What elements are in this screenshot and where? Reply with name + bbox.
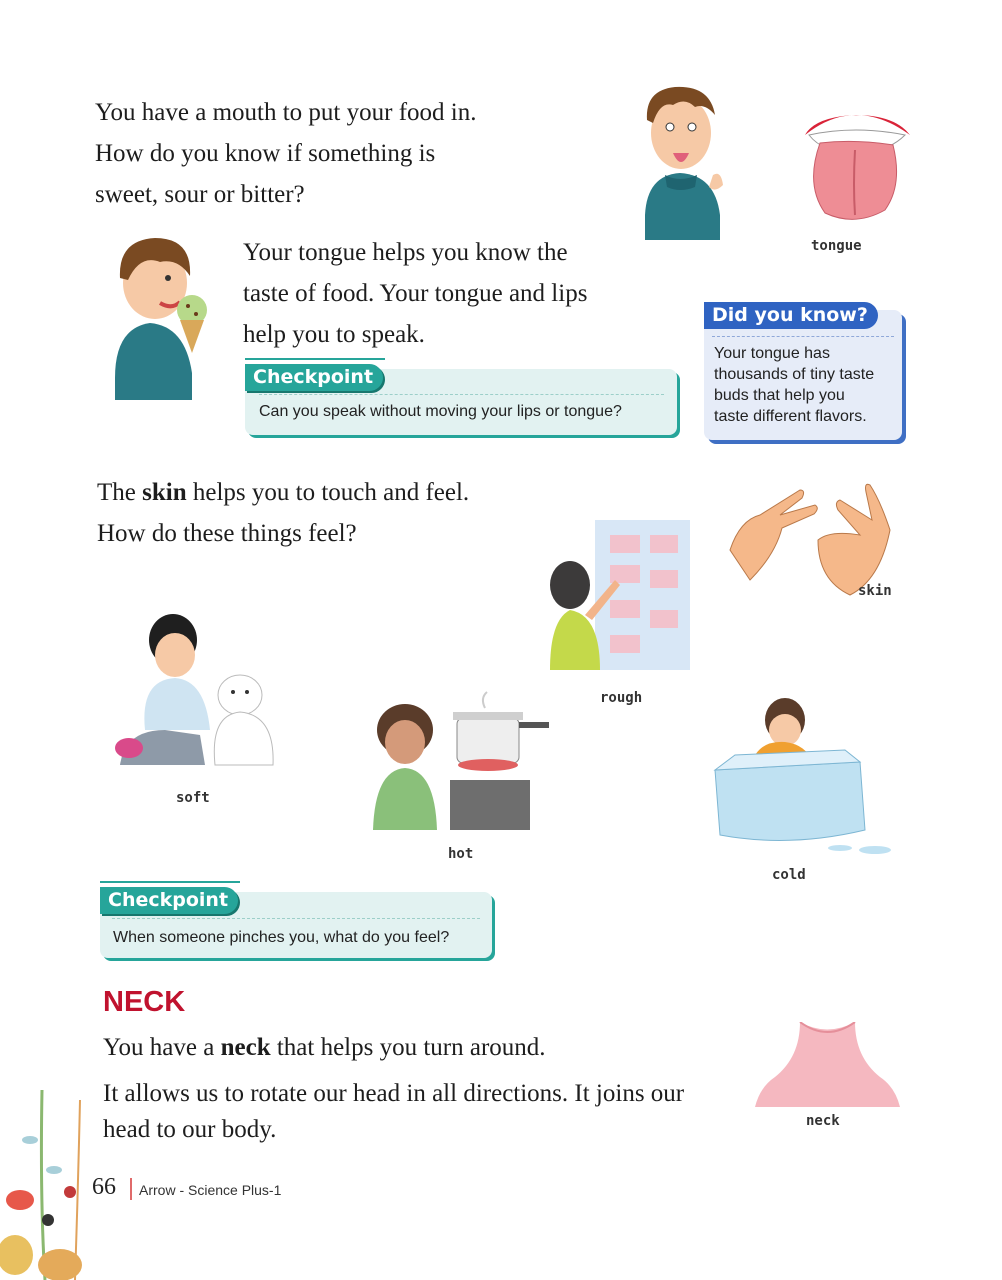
skin-line-1 bbox=[97, 472, 557, 513]
skin-keyword: skin bbox=[142, 479, 187, 506]
skin-paragraph bbox=[97, 472, 557, 554]
tongue-illustration bbox=[795, 95, 915, 230]
checkpoint-question-2: When someone pinches you, what do you feel? bbox=[113, 929, 450, 946]
skin-line-1-pre: The bbox=[97, 479, 143, 506]
did-you-know-divider bbox=[712, 336, 894, 337]
neck-line-1 bbox=[103, 1027, 753, 1068]
tongue-line-3: help you to speak. bbox=[243, 321, 425, 348]
neck-line-1-post: that helps you turn around. bbox=[270, 1034, 546, 1061]
intro-line-1: You have a mouth to put your food in. bbox=[95, 99, 477, 126]
checkpoint-question-1: Can you speak without moving your lips or tongue? bbox=[259, 403, 622, 420]
dyk-line-3: buds that help you bbox=[714, 387, 845, 404]
tongue-label: tongue bbox=[811, 238, 862, 254]
neck-paragraph bbox=[103, 1027, 753, 1150]
hot-stove-illustration bbox=[365, 690, 555, 840]
dyk-line-4: taste different flavors. bbox=[714, 408, 867, 425]
rough-wall-illustration bbox=[540, 520, 695, 680]
neck-label: neck bbox=[806, 1113, 840, 1129]
soft-label: soft bbox=[176, 790, 210, 806]
boy-tongue-illustration bbox=[625, 75, 740, 245]
checkpoint-divider-2 bbox=[112, 918, 480, 919]
dyk-line-2: thousands of tiny taste bbox=[714, 366, 875, 383]
book-title: Arrow - Science Plus-1 bbox=[139, 1182, 282, 1198]
neck-line-3: head to our body. bbox=[103, 1116, 277, 1143]
checkpoint-title-2: Checkpoint bbox=[100, 887, 238, 914]
neck-line-2: It allows us to rotate our head in all directions. It joins our bbox=[103, 1080, 685, 1107]
page-number: 66 bbox=[92, 1174, 116, 1200]
cold-ice-illustration bbox=[675, 690, 905, 860]
skin-line-2: How do these things feel? bbox=[97, 520, 357, 547]
neck-line-1-pre: You have a bbox=[103, 1034, 221, 1061]
skin-label: skin bbox=[858, 583, 892, 599]
soft-puppy-illustration bbox=[105, 600, 285, 780]
boy-icecream-illustration bbox=[100, 228, 225, 403]
tongue-line-1: Your tongue helps you know the bbox=[243, 239, 568, 266]
rough-label: rough bbox=[600, 690, 643, 706]
skin-line-1-post: helps you to touch and feel. bbox=[186, 479, 470, 506]
tongue-paragraph bbox=[243, 232, 643, 355]
hot-label: hot bbox=[448, 846, 474, 862]
did-you-know-title: Did you know? bbox=[704, 302, 878, 329]
cold-label: cold bbox=[772, 867, 806, 883]
floral-decoration bbox=[0, 1080, 105, 1280]
hands-illustration bbox=[720, 470, 900, 600]
intro-line-2: How do you know if something is bbox=[95, 140, 436, 167]
checkpoint-title-1: Checkpoint bbox=[245, 364, 383, 391]
tongue-line-2: taste of food. Your tongue and lips bbox=[243, 280, 588, 307]
intro-line-3: sweet, sour or bitter? bbox=[95, 181, 305, 208]
footer-divider bbox=[130, 1178, 132, 1200]
neck-heading: NECK bbox=[103, 986, 186, 1018]
checkpoint-divider-1 bbox=[259, 394, 664, 395]
intro-paragraph bbox=[95, 92, 615, 215]
neck-keyword: neck bbox=[220, 1034, 271, 1061]
neck-illustration bbox=[755, 1022, 900, 1110]
did-you-know-text bbox=[714, 343, 899, 427]
dyk-line-1: Your tongue has bbox=[714, 345, 830, 362]
